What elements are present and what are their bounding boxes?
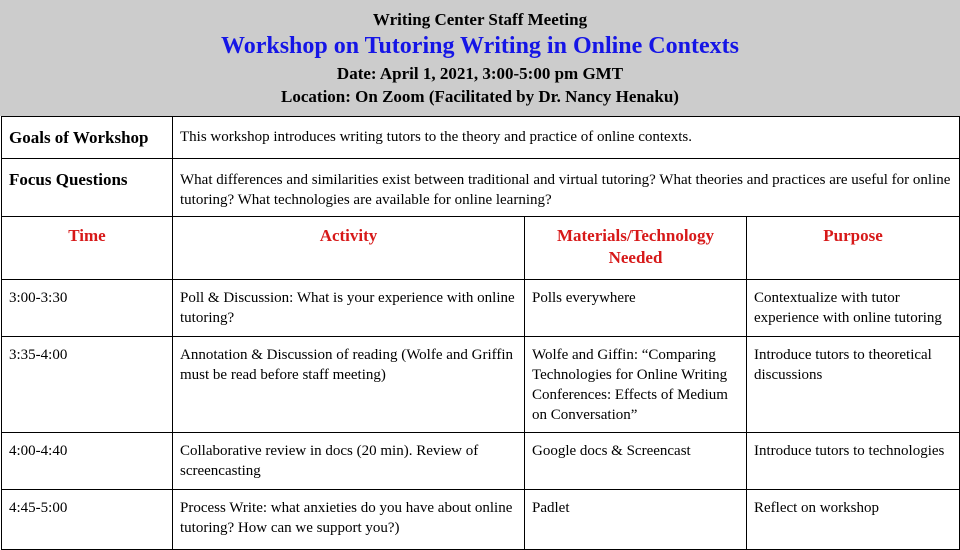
table-row <box>2 433 960 490</box>
column-header-row <box>2 217 960 280</box>
row-time: 3:35-4:00 <box>2 337 173 433</box>
workshop-title: Workshop on Tutoring Writing in Online Contexts <box>221 33 739 59</box>
table-row <box>2 490 960 550</box>
row-materials: Polls everywhere <box>525 280 747 337</box>
row-activity: Annotation & Discussion of reading (Wolfe and Griffin must be read before staff meeting) <box>173 337 525 433</box>
table-row <box>2 337 960 433</box>
row-purpose: Introduce tutors to theoretical discussions <box>747 337 960 433</box>
goals-text: This workshop introduces writing tutors to the theory and practice of online contexts. <box>173 117 960 159</box>
meeting-label: Writing Center Staff Meeting <box>372 10 588 29</box>
row-time: 3:00-3:30 <box>2 280 173 337</box>
column-header-purpose: Purpose <box>747 217 960 280</box>
focus-label: Focus Questions <box>2 159 173 217</box>
meeting-location: Location: On Zoom (Facilitated by Dr. Nancy Henaku) <box>281 87 679 106</box>
row-time: 4:45-5:00 <box>2 490 173 550</box>
focus-text: What differences and similarities exist between traditional and virtual tutoring? What theories and practices are useful for online tutoring? What technologies are available for online learning? <box>173 159 960 217</box>
column-header-activity: Activity <box>173 217 525 280</box>
row-activity: Process Write: what anxieties do you have about online tutoring? How can we support you?) <box>173 490 525 550</box>
meeting-date: Date: April 1, 2021, 3:00-5:00 pm GMT <box>336 64 624 83</box>
row-activity: Collaborative review in docs (20 min). Review of screencasting <box>173 433 525 490</box>
row-purpose: Introduce tutors to technologies <box>747 433 960 490</box>
agenda-table <box>1 116 960 550</box>
meeting-header <box>0 0 960 116</box>
row-materials: Wolfe and Giffin: “Comparing Technologies for Online Writing Conferences: Effects of Medium on Conversation” <box>525 337 747 433</box>
row-time: 4:00-4:40 <box>2 433 173 490</box>
column-header-materials: Materials/Technology Needed <box>525 217 747 280</box>
focus-row <box>2 159 960 217</box>
row-materials: Padlet <box>525 490 747 550</box>
row-activity: Poll & Discussion: What is your experience with online tutoring? <box>173 280 525 337</box>
row-materials: Google docs & Screencast <box>525 433 747 490</box>
goals-row <box>2 117 960 159</box>
row-purpose: Reflect on workshop <box>747 490 960 550</box>
table-row <box>2 280 960 337</box>
row-purpose: Contextualize with tutor experience with online tutoring <box>747 280 960 337</box>
column-header-time: Time <box>2 217 173 280</box>
goals-label: Goals of Workshop <box>2 117 173 159</box>
